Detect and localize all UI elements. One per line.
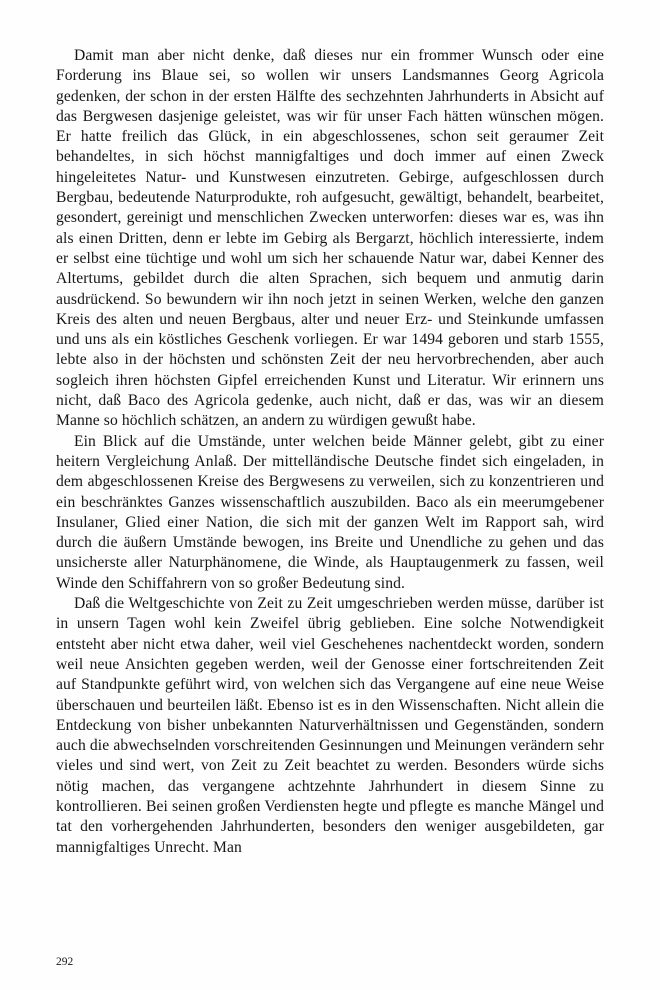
page-number: 292 (56, 956, 74, 968)
page-text (56, 46, 604, 858)
paragraph-weltgeschichte: Daß die Weltgeschichte von Zeit zu Zeit umgeschrieben werden müsse, darüber ist in unsern Tagen wohl kein Zweifel übrig geblieben. Eine solche Notwendigkeit entsteht aber nicht etwa daher, weil viel Geschehenes nachentdeckt worden, sondern weil neue Ansichten gegeben werden, weil der Genosse einer fortschreitenden Zeit auf Standpunkte geführt wird, von welchen sich das Vergangene auf eine neue Weise überschauen und beurteilen läßt. Ebenso ist es in den Wissenschaften. Nicht allein die Entdeckung von bisher unbekannten Naturverhältnissen und Gegenständen, sondern auch die abwechselnden vorschreitenden Gesinnungen und Meinungen verändern sehr vieles und sind wert, von Zeit zu Zeit beachtet zu werden. Besonders würde sichs nötig machen, das vergangene achtzehnte Jahrhundert in diesem Sinne zu kontrollieren. Bei seinen großen Verdiensten hegte und pflegte es manche Mängel und tat den vorhergehenden Jahrhunderten, besonders den weniger ausgebildeten, gar mannigfaltiges Unrecht. Man (56, 595, 604, 856)
paragraph-comparison: Ein Blick auf die Umstände, unter welchen beide Männer gelebt, gibt zu einer heitern Vergleichung Anlaß. Der mittelländische Deutsche findet sich eingeladen, in dem abgeschlossenen Kreise des Bergwesens zu verweilen, sich zu konzentrieren und ein beschränktes Ganzes wissenschaftlich auszubilden. Baco als ein meerumgebener Insulaner, Glied einer Nation, die sich mit der ganzen Welt im Rapport sah, wird durch die äußern Umstände bewogen, ins Breite und Unendliche zu gehen und das unsicherste aller Naturphänomene, die Winde, als Hauptaugenmerk zu fassen, weil Winde den Schiffahrern von so großer Bedeutung sind. (56, 432, 604, 592)
paragraph-agricola: Damit man aber nicht denke, daß dieses nur ein frommer Wunsch oder eine Forderung ins Blaue sei, so wollen wir unsers Landsmannes Georg Agricola gedenken, der schon in der ersten Hälfte des sechzehnten Jahrhunderts in Absicht auf das Bergwesen dasjenige geleistet, was wir für unser Fach hätten wünschen mögen. Er hatte freilich das Glück, in ein abgeschlossenes, schon seit geraumer Zeit behandeltes, in sich höchst mannigfaltiges und doch immer auf einen Zweck hingeleitetes Natur- und Kunstwesen einzutreten. Gebirge, aufgeschlossen durch Bergbau, bedeutende Naturprodukte, roh aufgesucht, gewältigt, behandelt, bearbeitet, gesondert, gereinigt und menschlichen Zwecken unterworfen: dieses war es, was ihn als einen Dritten, denn er lebte im Gebirg als Bergarzt, höchlich interessierte, indem er selbst eine tüchtige und wohl um sich her schauende Natur war, dabei Kenner des Altertums, gebildet durch die alten Sprachen, sich bequem und anmutig darin ausdrückend. So bewundern wir ihn noch jetzt in seinen Werken, welche den ganzen Kreis des alten und neuen Bergbaus, alter und neuer Erz- und Steinkunde umfassen und uns als ein köstliches Geschenk vorliegen. Er war 1494 geboren und starb 1555, lebte also in der höchsten und schönsten Zeit der neu hervorbrechenden, aber auch sogleich ihren höchsten Gipfel erreichenden Kunst und Literatur. Wir erinnern uns nicht, daß Baco des Agricola gedenke, auch nicht, daß er das, was wir an diesem Manne so höchlich schätzen, an andern zu würdigen gewußt habe. (56, 47, 604, 430)
